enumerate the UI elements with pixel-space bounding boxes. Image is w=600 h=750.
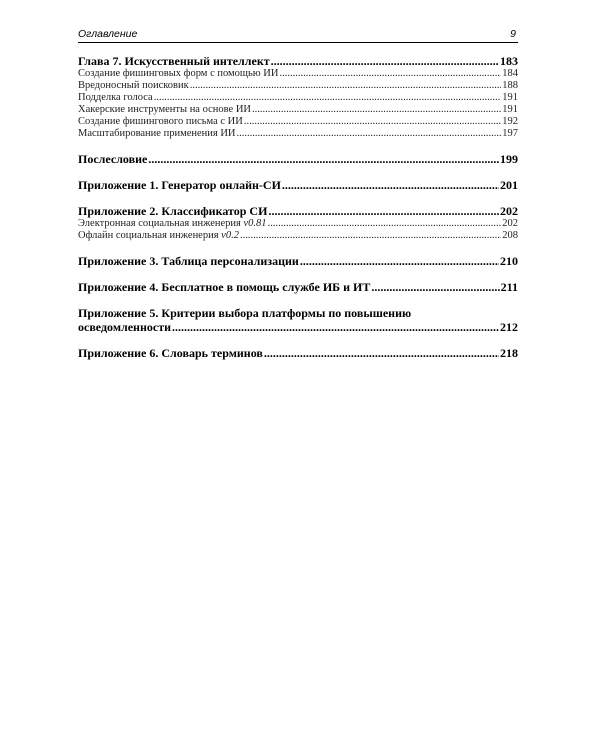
toc-leader [268,204,499,218]
spacer [78,294,518,306]
spacer [78,192,518,204]
running-header [78,28,518,43]
toc-entry-page: 199 [500,152,518,166]
toc-entry-label-line2: осведомленности [78,320,172,334]
toc-entry-sub[interactable] [78,128,518,140]
toc-leader [371,280,499,294]
toc-entry-version: v0.81 [243,218,267,229]
toc-entry-label: Хакерские инструменты на основе ИИ [78,104,251,115]
spacer [78,242,518,254]
toc-entry-appendix-4[interactable] [78,280,518,294]
toc-leader [271,54,499,68]
toc-entry-appendix-5[interactable] [78,306,518,334]
toc-entry-label: Приложение 2. Классификатор СИ [78,204,268,218]
toc-entry-label: Приложение 6. Словарь терминов [78,346,263,360]
toc-entry-appendix-3[interactable] [78,254,518,268]
spacer [78,140,518,152]
toc-leader [237,128,502,140]
toc-entry-page: 183 [500,54,518,68]
toc-leader [264,346,499,360]
toc-entry-sub[interactable] [78,68,518,80]
toc-entry-sub[interactable] [78,230,518,242]
toc-entry-appendix-1[interactable] [78,178,518,192]
toc-entry-label: Подделка голоса [78,92,153,103]
toc-entry-label-text: Офлайн социальная инженерия [78,230,222,241]
header-page-number: 9 [510,28,516,40]
toc-entry-appendix-2[interactable] [78,204,518,218]
toc-entry-page: 197 [502,128,518,139]
toc-entry-page: 212 [500,320,518,334]
toc-leader [172,320,499,334]
toc-entry-page: 201 [500,178,518,192]
toc-entry-sub[interactable] [78,116,518,128]
toc-entry-label: Приложение 3. Таблица персонализации [78,254,299,268]
table-of-contents [78,54,518,360]
toc-entry-page: 208 [502,230,518,241]
toc-entry-label: Вредоносный поисковик [78,80,189,91]
toc-entry-label: Создание фишингового письма с ИИ [78,116,243,127]
toc-entry-page: 184 [502,68,518,79]
toc-leader [240,230,501,242]
toc-entry-label: Послесловие [78,152,148,166]
toc-entry-sub[interactable] [78,92,518,104]
toc-entry-label [78,230,239,242]
toc-entry-label [78,218,267,230]
toc-leader [252,104,501,116]
toc-entry-label-text: Электронная социальная инженерия [78,218,244,229]
toc-leader [279,68,501,80]
toc-entry-label: Масштабирование применения ИИ [78,128,236,139]
spacer [78,268,518,280]
toc-entry-appendix-6[interactable] [78,346,518,360]
toc-entry-label-line1: Приложение 5. Критерии выбора платформы по повышению [78,306,412,320]
toc-entry-page: 211 [500,280,518,294]
spacer [78,166,518,178]
toc-entry-page: 210 [500,254,518,268]
toc-entry-page: 191 [502,92,518,103]
toc-entry-page: 218 [500,346,518,360]
toc-entry-sub[interactable] [78,104,518,116]
toc-leader [154,92,502,104]
toc-entry-page: 202 [502,218,518,229]
toc-entry-label: Глава 7. Искусственный интеллект [78,54,270,68]
toc-entry-page: 191 [502,104,518,115]
toc-leader [244,116,501,128]
toc-leader [190,80,502,92]
toc-entry-label: Приложение 4. Бесплатное в помощь службе ИБ и ИТ [78,280,371,294]
toc-entry-sub[interactable] [78,80,518,92]
toc-leader [148,152,499,166]
toc-entry-afterword[interactable] [78,152,518,166]
toc-entry-chapter-7[interactable] [78,54,518,68]
toc-leader [282,178,499,192]
toc-entry-page: 188 [502,80,518,91]
toc-entry-version: v0.2 [221,230,239,241]
toc-leader [268,218,502,230]
header-title: Оглавление [78,28,138,40]
toc-entry-label-line2-row [78,320,518,334]
spacer [78,334,518,346]
toc-entry-label: Создание фишинговых форм с помощью ИИ [78,68,279,79]
toc-entry-page: 192 [502,116,518,127]
toc-entry-sub[interactable] [78,218,518,230]
toc-entry-page: 202 [500,204,518,218]
toc-entry-label: Приложение 1. Генератор онлайн-СИ [78,178,281,192]
toc-leader [300,254,499,268]
